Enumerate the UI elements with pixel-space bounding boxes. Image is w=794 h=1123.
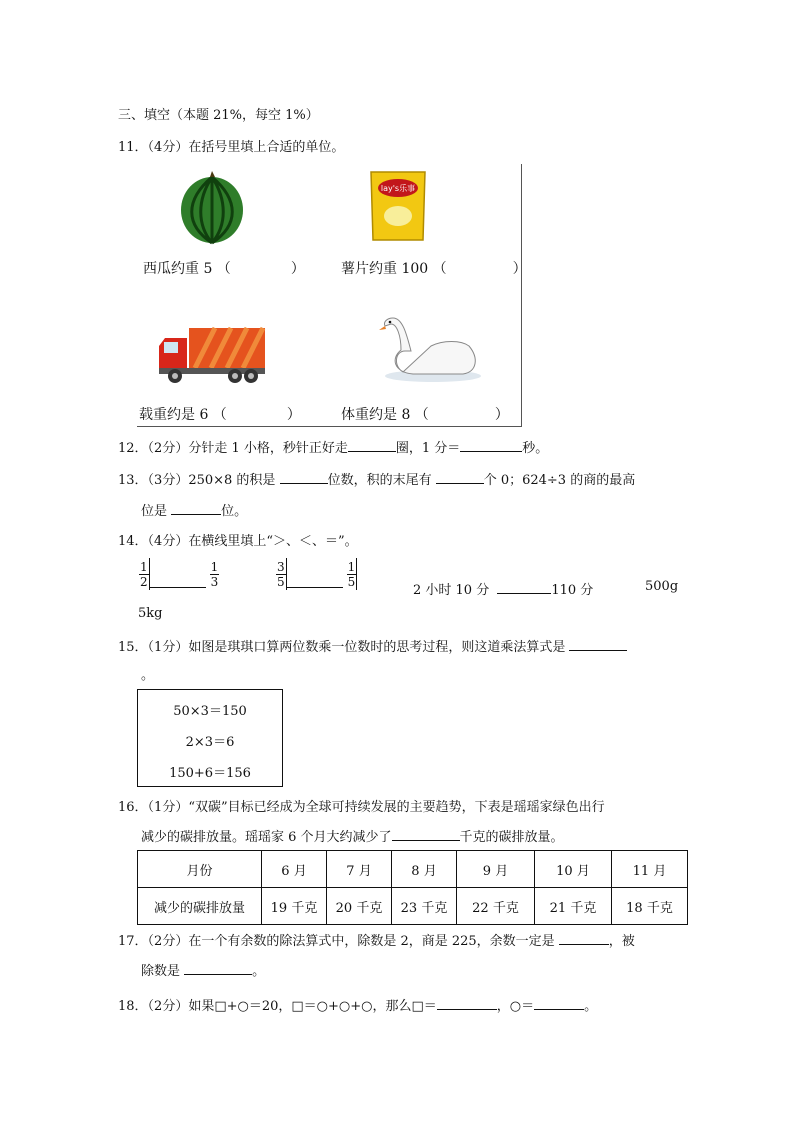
q14-frac-2b-num: 1 [347, 559, 356, 574]
q11-item-3-close: ） [286, 407, 301, 423]
table-header-cell: 6 月 [262, 851, 327, 888]
q11-truck-label [139, 404, 301, 424]
q15-end: 。 [141, 668, 155, 683]
q12-blank-2[interactable] [460, 437, 522, 452]
q12-part2: 圈，1 分＝ [395, 441, 461, 456]
q14-frac-1b-num: 1 [210, 559, 219, 574]
table-row [138, 888, 688, 925]
q18-part1: 18．（2分）如果□+○＝20，□＝○+○+○，那么□＝ [118, 999, 437, 1014]
table-cell: 20 千克 [327, 888, 392, 925]
q11-item-4-close: ） [494, 407, 509, 423]
q12 [118, 437, 548, 456]
table-cell: 21 千克 [535, 888, 612, 925]
q14-frac-2a-den: 5 [277, 574, 285, 589]
swan-icon [373, 306, 483, 386]
table-cell: 19 千克 [262, 888, 327, 925]
q11-stem: 11．（4分）在括号里填上合适的单位。 [118, 140, 345, 155]
q13-part4: 位是 [141, 504, 172, 519]
table-cell: 22 千克 [457, 888, 535, 925]
q17-line1 [118, 930, 635, 949]
q16-blank[interactable] [392, 826, 460, 841]
q13-line2 [141, 500, 247, 519]
q13-part1: 13．（3分）250×8 的积是 [118, 473, 280, 488]
table-cell: 减少的碳排放量 [138, 888, 262, 925]
q14-frac-2a-num: 3 [277, 559, 285, 574]
q13-blank-2[interactable] [436, 469, 484, 484]
table-header-row [138, 851, 688, 888]
q18-blank-1[interactable] [437, 995, 497, 1010]
table-header-cell: 10 月 [535, 851, 612, 888]
q17-part3: 除数是 [141, 964, 185, 979]
q14-frac-1b [210, 560, 220, 589]
q15-step-1: 50×3＝150 [173, 704, 247, 719]
q12-part3: 秒。 [522, 441, 549, 456]
table-cell: 18 千克 [612, 888, 688, 925]
q11-watermelon-label [143, 258, 305, 278]
q14-frac-1b-den: 3 [210, 574, 219, 589]
q15-stem-text: 15．（1分）如图是琪琪口算两位数乘一位数时的思考过程，则这道乘法算式是 [118, 640, 570, 655]
q14-time-right: 110 分 [551, 583, 594, 598]
table-cell: 23 千克 [392, 888, 457, 925]
chips-bag-icon [367, 168, 429, 244]
q14-mass-right: 5kg [138, 606, 163, 621]
q17-part2: ，被 [608, 934, 635, 949]
q17-line2 [141, 960, 265, 979]
table-header-cell: 8 月 [392, 851, 457, 888]
q17-blank-2[interactable] [184, 960, 252, 975]
chips-brand-text: lay's乐事 [380, 184, 416, 193]
q18 [118, 995, 597, 1014]
q18-part2: ，○＝ [496, 999, 535, 1014]
q13-line1 [118, 469, 635, 488]
section-title: 三、填空（本题 21%，每空 1%） [118, 108, 319, 123]
q11-item-3: 载重约是 6 （ [139, 407, 227, 423]
q13-part2: 位数，积的末尾有 [327, 473, 436, 488]
table-header-cell: 月份 [138, 851, 262, 888]
q14-time-left: 2 小时 10 分 [413, 583, 494, 598]
q11-chips-label [341, 258, 527, 278]
q14-frac-1a-den: 2 [140, 574, 148, 589]
q14-frac-2b [347, 560, 357, 589]
q13-part5: 位。 [221, 504, 248, 519]
q11-item-1-close: ） [290, 261, 305, 277]
q14-time-compare [413, 579, 593, 598]
q14-frac-2b-den: 5 [347, 574, 356, 589]
q18-blank-2[interactable] [534, 995, 584, 1010]
q11-item-2: 薯片约重 100 （ [341, 261, 447, 277]
q14-blank-3[interactable] [497, 579, 551, 594]
q13-blank-3[interactable] [171, 500, 221, 515]
q11-item-4: 体重约是 8 （ [341, 407, 429, 423]
table-header-cell: 7 月 [327, 851, 392, 888]
q16-part1: 减少的碳排放量。瑶瑶家 6 个月大约减少了 [141, 830, 392, 845]
q17-part1: 17．（2分）在一个有余数的除法算式中，除数是 2，商是 225，余数一定是 [118, 934, 559, 949]
q15-process-box [137, 689, 283, 787]
q17-part4: 。 [252, 964, 266, 979]
q14-stem: 14．（4分）在横线里填上“＞、＜、＝”。 [118, 534, 358, 549]
q11-swan-label [341, 404, 509, 424]
carbon-table [137, 850, 688, 925]
q11-item-1: 西瓜约重 5 （ [143, 261, 231, 277]
q14-blank-2[interactable] [287, 573, 343, 588]
q16-line2 [141, 826, 564, 845]
q14-frac-1a-num: 1 [140, 559, 148, 574]
truck-icon [155, 324, 267, 386]
q12-part1: 12．（2分）分针走 1 小格，秒针正好走 [118, 441, 348, 456]
q15-blank[interactable] [569, 636, 627, 651]
q14-frac-1a [139, 560, 149, 589]
q15-step-3: 150+6＝156 [169, 766, 251, 781]
table-header-cell: 11 月 [612, 851, 688, 888]
q14-blank-1[interactable] [150, 573, 206, 588]
q13-part3: 个 0；624÷3 的商的最高 [483, 473, 636, 488]
q14-fraction-compare-2 [276, 558, 357, 590]
q11-figure [137, 164, 527, 427]
q14-divider [356, 558, 357, 590]
q14-mass-left: 500g [645, 579, 679, 594]
table-header-cell: 9 月 [457, 851, 535, 888]
q12-blank-1[interactable] [348, 437, 396, 452]
q18-part3: 。 [584, 999, 598, 1014]
q15-step-2: 2×3＝6 [185, 735, 235, 750]
q13-blank-1[interactable] [280, 469, 328, 484]
q14-fraction-compare-1 [139, 558, 219, 590]
q14-frac-2a [276, 560, 286, 589]
q17-blank-1[interactable] [559, 930, 609, 945]
q16-part2: 千克的碳排放量。 [459, 830, 564, 845]
q15-stem [118, 636, 627, 655]
q16-line1: 16．（1分）“双碳”目标已经成为全球可持续发展的主要趋势，下表是瑶瑶家绿色出行 [118, 800, 605, 815]
q11-item-2-close: ） [512, 261, 527, 277]
watermelon-icon [177, 170, 247, 246]
